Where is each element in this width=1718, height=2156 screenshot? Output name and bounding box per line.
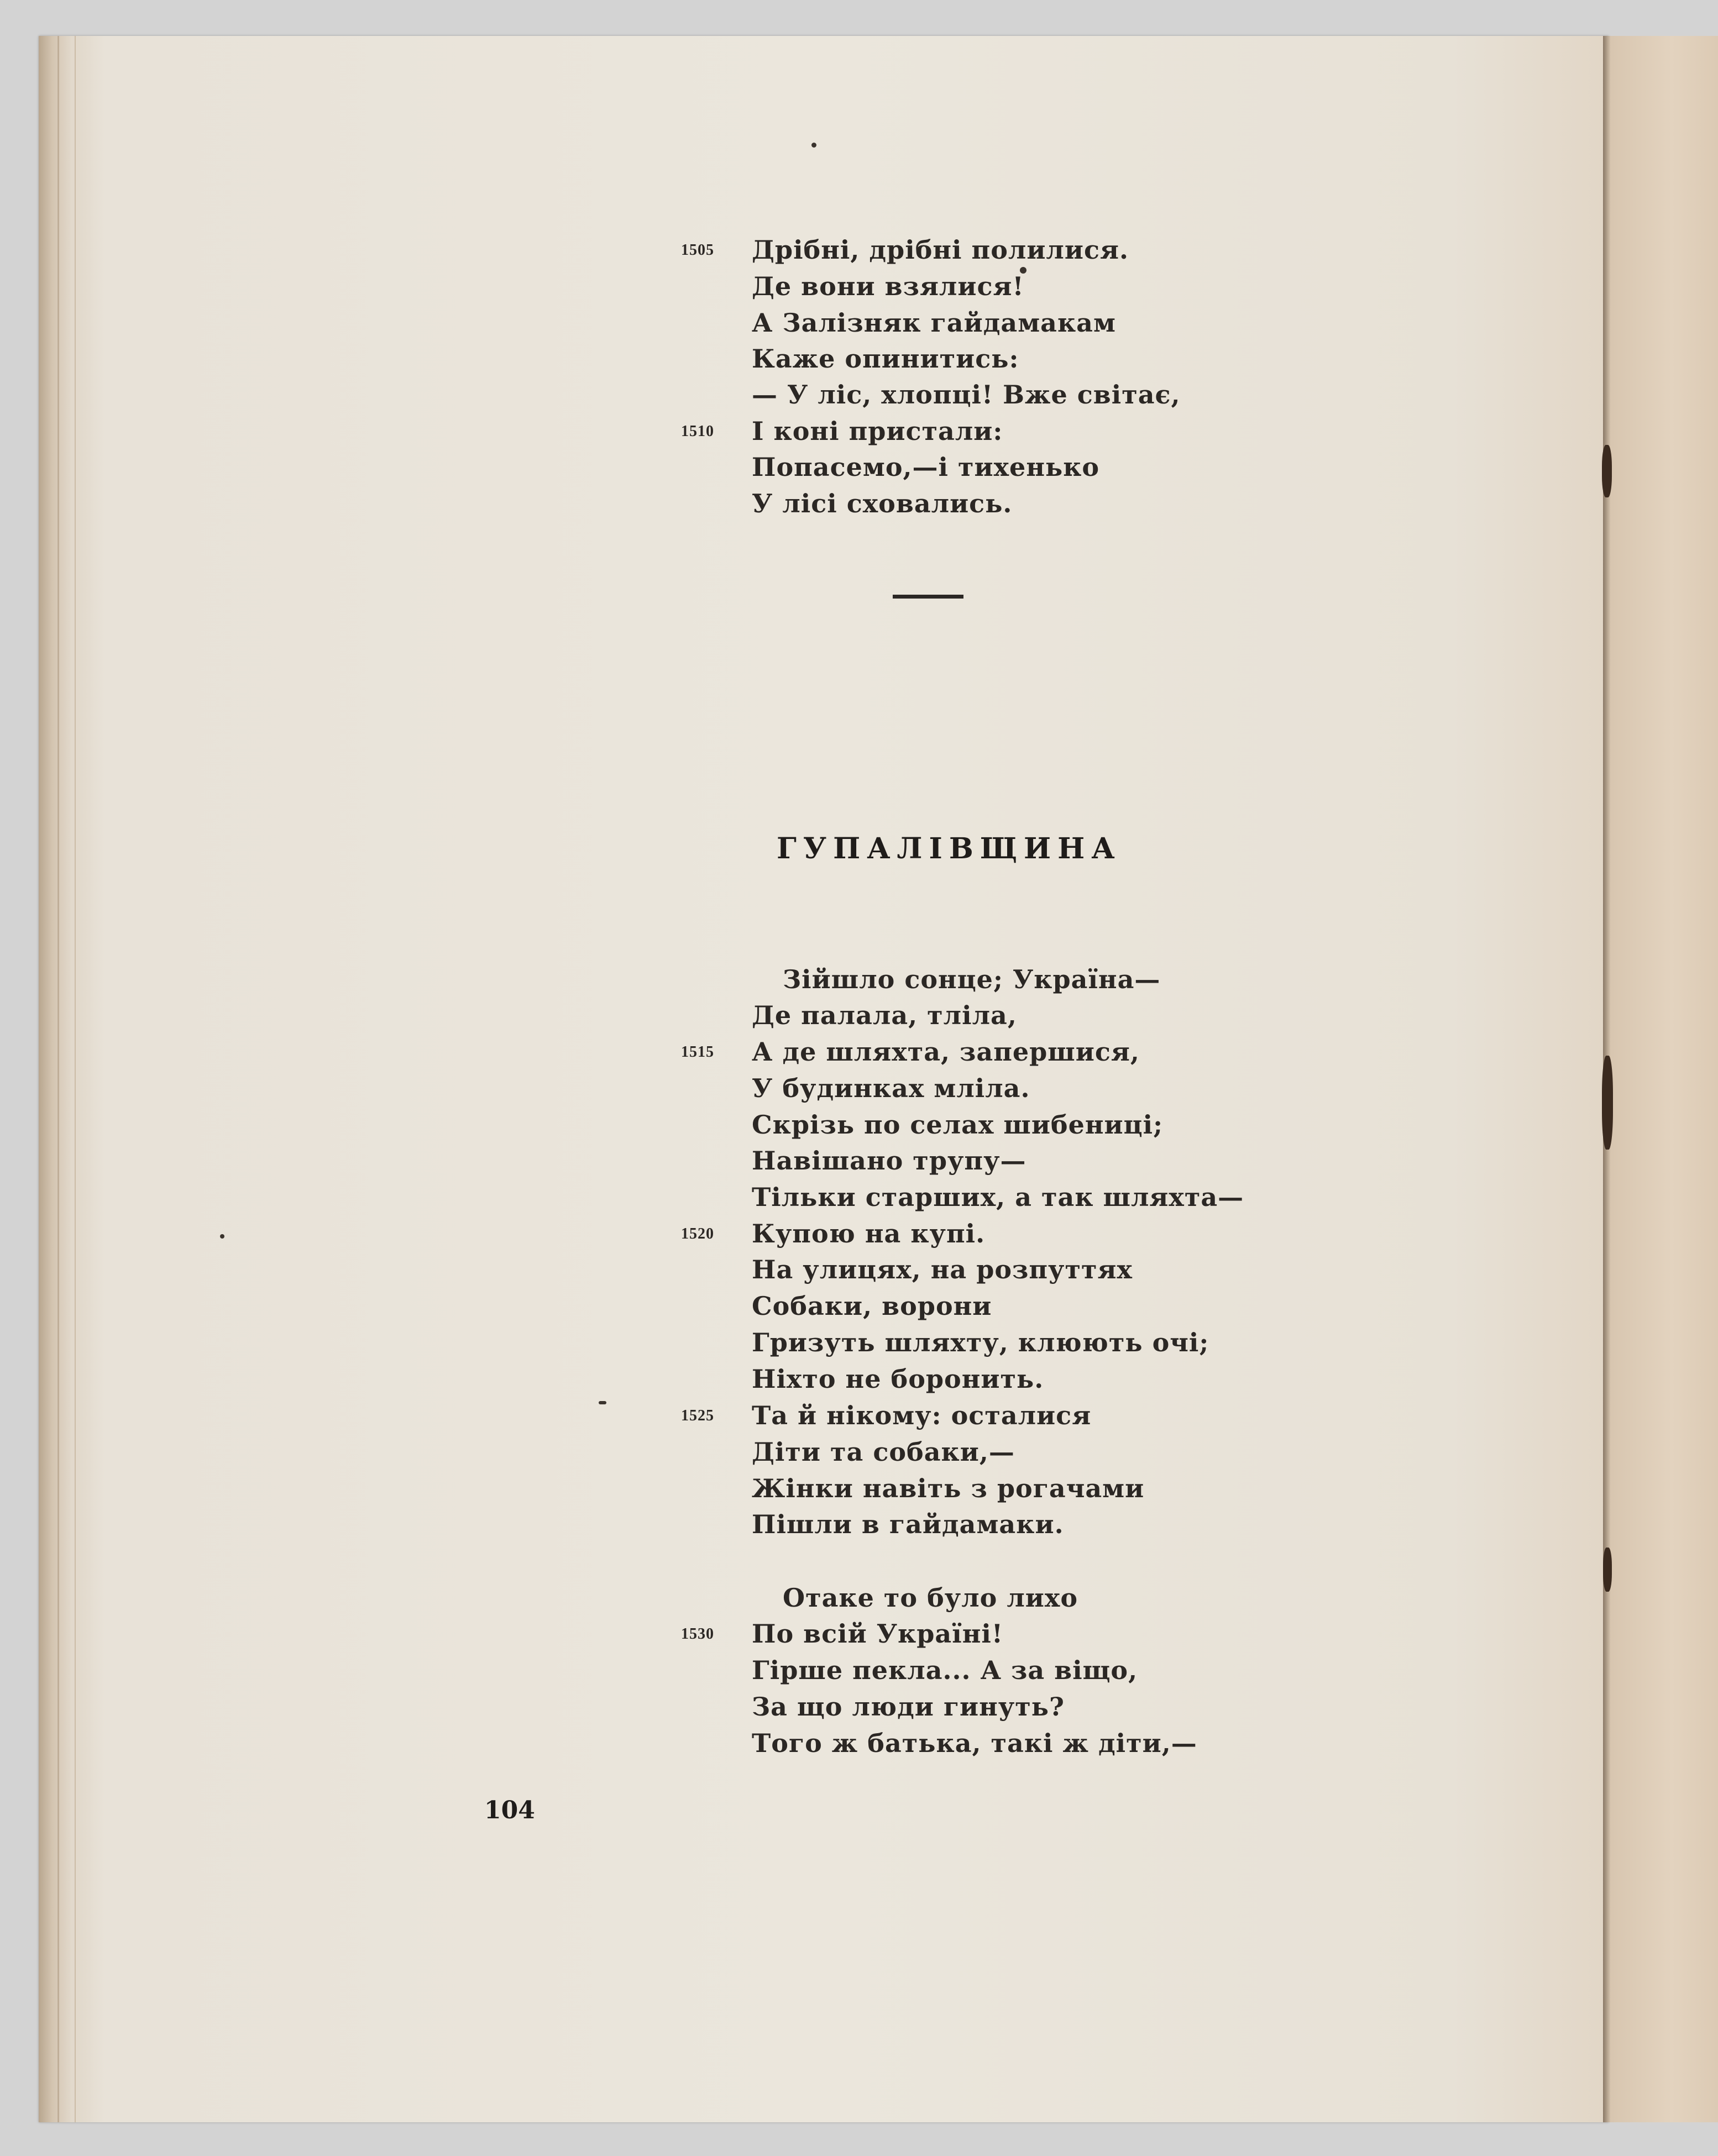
verse-text: Навішано трупу— (752, 1146, 1026, 1176)
verse-line (752, 308, 1116, 338)
verse-line (752, 1692, 1065, 1722)
verse-text: Діти та собаки,— (752, 1437, 1015, 1467)
line-number: 1530 (681, 1625, 714, 1643)
verse-text: Отаке то було лихо (783, 1583, 1078, 1613)
verse-text: Пішли в гайдамаки. (752, 1509, 1064, 1539)
verse-line (752, 1073, 1030, 1103)
page-number: 104 (484, 1796, 535, 1824)
verse-text: Та й нікому: осталися (752, 1400, 1092, 1430)
verse-line (752, 1364, 1044, 1394)
verse-text: На улицях, на розпуттях (752, 1255, 1133, 1284)
verse-line (752, 1255, 1133, 1284)
chapter-title: ГУПАЛІВЩИНА (777, 832, 1122, 865)
section-divider (893, 595, 963, 599)
verse-line (752, 1728, 1197, 1758)
verse-text: А де шляхта, запершися, (752, 1037, 1140, 1067)
verse-text: Того ж батька, такі ж діти,— (752, 1728, 1197, 1758)
verse-line (783, 964, 1160, 994)
next-page-edge (1603, 36, 1718, 2122)
verse-text: Собаки, ворони (752, 1291, 992, 1321)
gutter-line (57, 36, 59, 2122)
verse-text: Каже опинитись: (752, 344, 1019, 374)
page-gutter (39, 36, 94, 2122)
ink-speck (220, 1234, 224, 1239)
verse-text: Купою на купі. (752, 1219, 986, 1249)
verse-line (752, 1000, 1017, 1030)
verse-text: У лісі сховались. (752, 489, 1013, 518)
verse-line (752, 1291, 992, 1321)
verse-text: Гризуть шляхту, клюють очі; (752, 1328, 1209, 1357)
line-number: 1505 (681, 242, 714, 259)
verse-line (681, 1619, 1004, 1649)
verse-line (752, 380, 1181, 410)
verse-text: За що люди гинуть? (752, 1692, 1065, 1722)
verse-text: Жінки навіть з рогачами (752, 1473, 1145, 1503)
verse-line (752, 1437, 1015, 1467)
verse-line (752, 1110, 1163, 1140)
verse-text: Дрібні, дрібні полилися. (752, 235, 1129, 265)
verse-text: Гірше пекла... А за віщо, (752, 1655, 1138, 1685)
verse-line (752, 271, 1024, 301)
page-stain (1602, 1056, 1613, 1150)
verse-line (752, 1328, 1209, 1357)
verse-line (752, 1473, 1144, 1503)
ink-speck (599, 1401, 606, 1404)
verse-text: По всій Україні! (752, 1619, 1004, 1649)
verse-line (752, 1655, 1138, 1685)
verse-text: — У ліс, хлопці! Вже світає, (752, 380, 1181, 410)
gutter-line (75, 36, 76, 2122)
verse-text: Скрізь по селах шибениці; (752, 1110, 1164, 1140)
verse-line (752, 1509, 1064, 1539)
verse-line (681, 235, 1129, 265)
verse-text: Зійшло сонце; Україна— (783, 964, 1161, 994)
verse-line (752, 452, 1099, 482)
line-number: 1510 (681, 423, 714, 440)
verse-text: Попасемо,—і тихенько (752, 452, 1100, 482)
verse-line (752, 1182, 1244, 1212)
line-number: 1525 (681, 1407, 714, 1424)
verse-line (752, 344, 1019, 374)
verse-text: Тільки старших, а так шляхта— (752, 1182, 1244, 1212)
ink-speck (811, 143, 816, 148)
verse-line (681, 416, 1003, 446)
verse-line (681, 1219, 986, 1249)
verse-text: А Залізняк гайдамакам (752, 308, 1116, 338)
page-stain (1603, 1548, 1612, 1592)
verse-text: І коні пристали: (752, 416, 1003, 446)
verse-text: У будинках мліла. (752, 1073, 1030, 1103)
verse-text: Де палала, тліла, (752, 1000, 1017, 1030)
verse-line (681, 1400, 1092, 1430)
verse-text: Де вони взялися! (752, 271, 1024, 301)
verse-line (681, 1037, 1140, 1067)
verse-line (752, 489, 1012, 518)
line-number: 1520 (681, 1225, 714, 1242)
page-stain (1602, 445, 1612, 497)
line-number: 1515 (681, 1043, 714, 1061)
verse-text: Ніхто не боронить. (752, 1364, 1044, 1394)
verse-line (752, 1146, 1026, 1176)
verse-line (783, 1583, 1078, 1613)
